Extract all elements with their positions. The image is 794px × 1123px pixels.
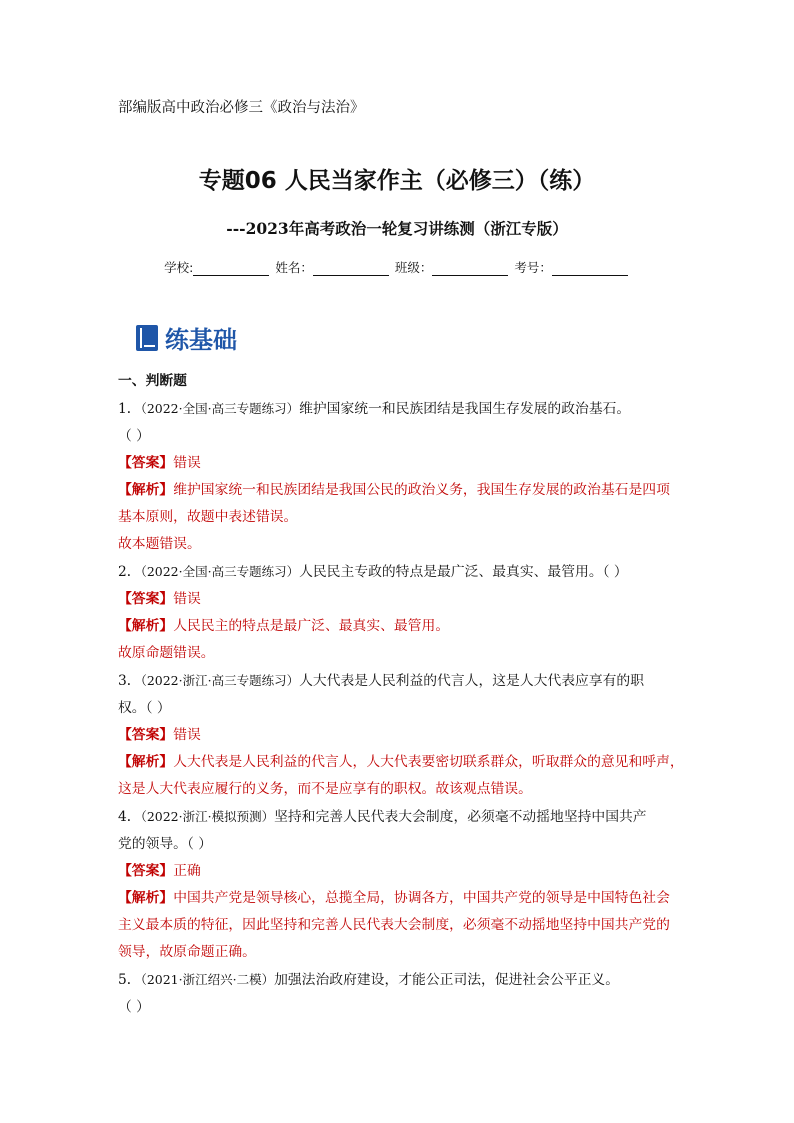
question-5-stem: 5．（2021·浙江绍兴·二模）加强法治政府建设，才能公正司法，促进社会公平正义。 <box>118 972 620 988</box>
class-label: 班级： <box>394 260 433 275</box>
series-header: 部编版高中政治必修三《政治与法治》 <box>118 100 365 116</box>
name-label: 姓名： <box>275 260 313 275</box>
question-4-analysis-end: 领导，故原命题正确。 <box>118 944 256 960</box>
name-field[interactable] <box>313 261 389 276</box>
question-5-bracket: （ ） <box>118 999 150 1015</box>
school-field[interactable] <box>193 261 269 276</box>
student-info-row <box>0 258 794 276</box>
section-label: 练基础 <box>165 326 237 354</box>
section-heading <box>136 320 237 355</box>
question-2-answer: 【答案】错误 <box>118 591 201 607</box>
question-4-answer: 【答案】正确 <box>118 863 201 879</box>
question-4-analysis-cont: 主义最本质的特征，因此坚持和完善人民代表大会制度，必须毫不动摇地坚持中国共产党的 <box>118 917 670 933</box>
exam-number-field[interactable] <box>552 261 628 276</box>
question-3-analysis: 【解析】人大代表是人民利益的代言人，人大代表要密切联系群众，听取群众的意见和呼声， <box>118 754 684 770</box>
question-1-answer: 【答案】错误 <box>118 455 201 471</box>
question-4-analysis: 【解析】中国共产党是领导核心，总揽全局，协调各方，中国共产党的领导是中国特色社会 <box>118 890 670 906</box>
book-icon <box>136 325 158 351</box>
page-subtitle: ---2023年高考政治一轮复习讲练测（浙江专版） <box>226 219 568 238</box>
question-1-analysis-cont: 基本原则，故题中表述错误。 <box>118 509 298 525</box>
class-field[interactable] <box>432 261 508 276</box>
question-1-conclusion: 故本题错误。 <box>118 536 201 552</box>
exam-number-label: 考号： <box>514 260 552 275</box>
question-1-stem: 1．（2022·全国·高三专题练习）维护国家统一和民族团结是我国生存发展的政治基石。 <box>118 401 631 417</box>
question-4-stem: 4．（2022·浙江·模拟预测）坚持和完善人民代表大会制度，必须毫不动摇地坚持中国共产 <box>118 809 647 825</box>
question-3-stem: 3．（2022·浙江·高三专题练习）人大代表是人民利益的代言人，这是人大代表应享有的职 <box>118 673 645 689</box>
question-2-stem: 2．（2022·全国·高三专题练习）人民民主专政的特点是最广泛、最真实、最管用。（ ） <box>118 564 628 580</box>
question-3-analysis-cont: 这是人大代表应履行的义务，而不是应享有的职权。故该观点错误。 <box>118 781 532 797</box>
question-2-analysis: 【解析】人民民主的特点是最广泛、最真实、最管用。 <box>118 618 450 634</box>
school-label: 学校: <box>164 260 194 275</box>
question-4-stem-cont: 党的领导。（ ） <box>118 836 213 852</box>
question-list <box>118 368 684 1021</box>
question-1-analysis: 【解析】维护国家统一和民族团结是我国公民的政治义务，我国生存发展的政治基石是四项 <box>118 482 670 498</box>
page-title: 专题06 人民当家作主（必修三）（练） <box>198 168 596 194</box>
question-3-stem-cont: 权。（ ） <box>118 700 171 716</box>
question-3-answer: 【答案】错误 <box>118 727 201 743</box>
question-2-conclusion: 故原命题错误。 <box>118 645 215 661</box>
question-type-heading: 一、判断题 <box>118 373 187 389</box>
question-1-bracket: （ ） <box>118 428 150 444</box>
